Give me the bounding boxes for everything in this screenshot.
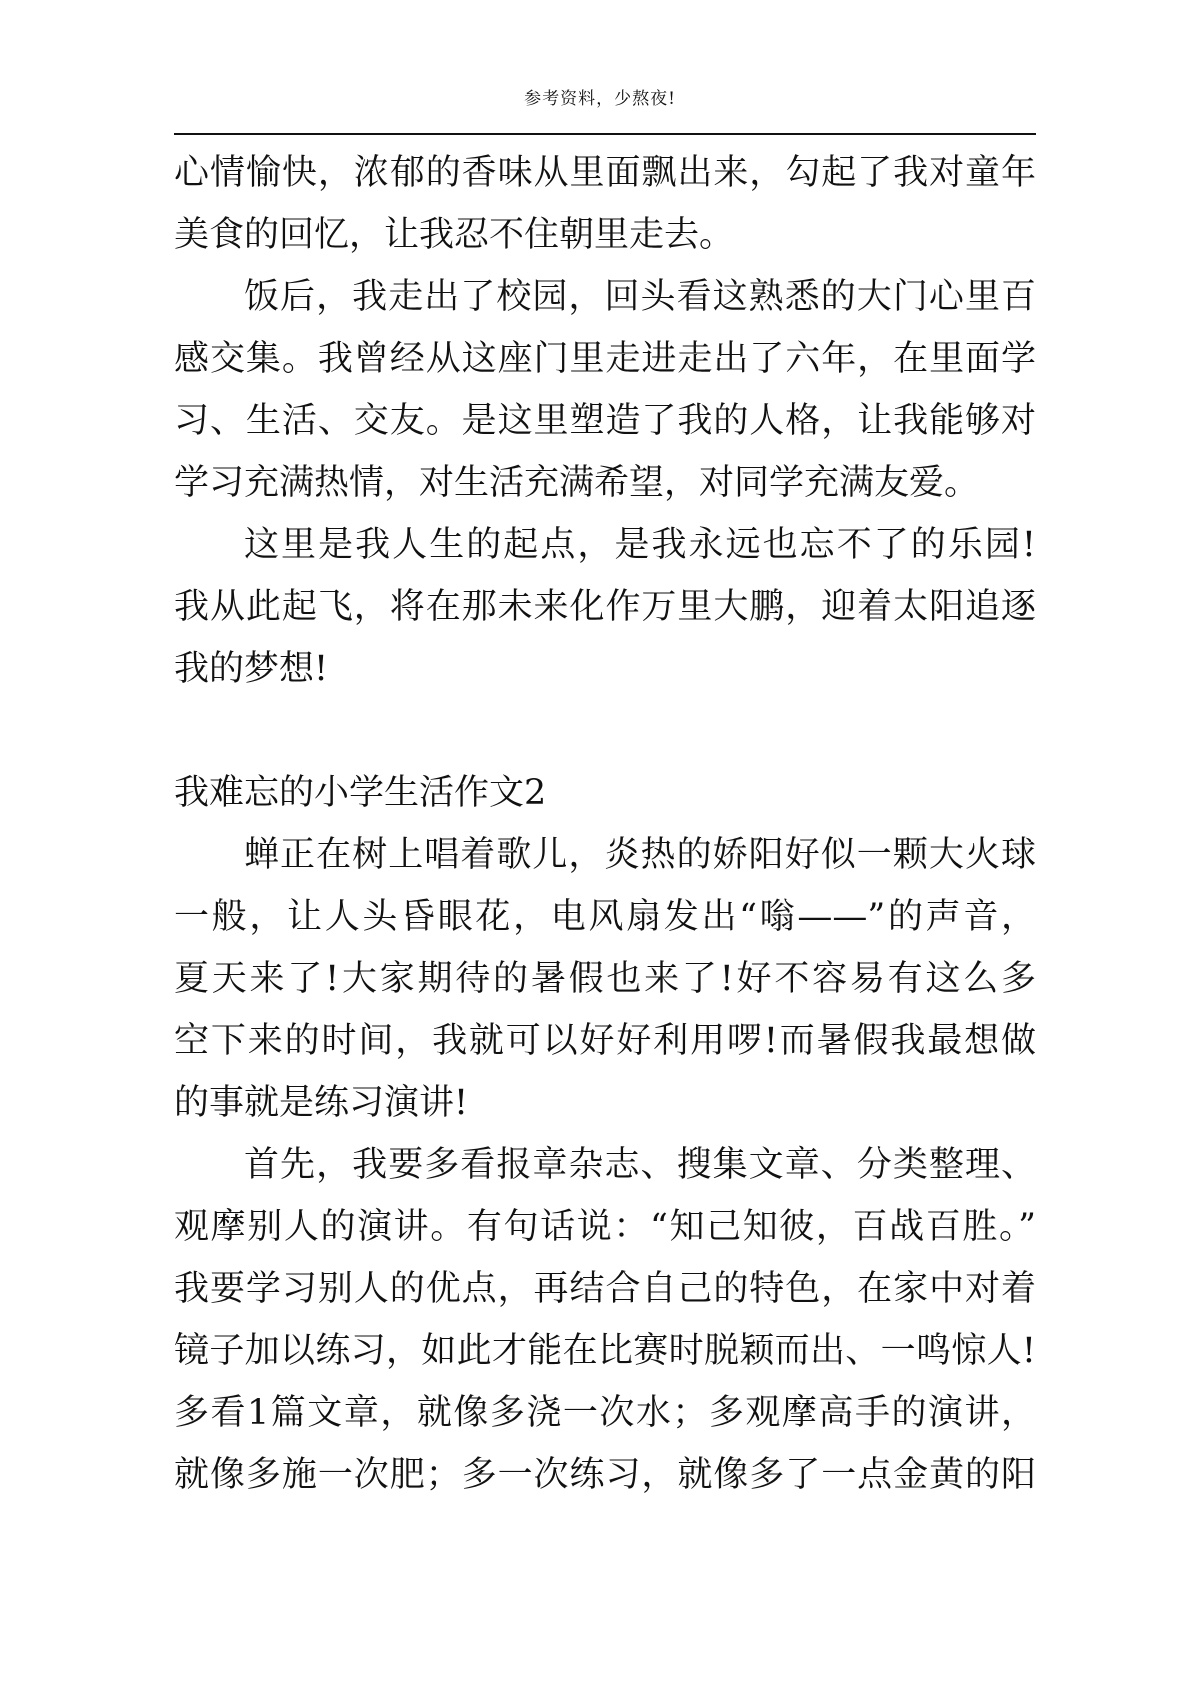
text-line: 我要学习别人的优点，再结合自己的特色，在家中对着 xyxy=(174,1269,1036,1309)
header-divider xyxy=(174,133,1036,135)
text-line: 感交集。我曾经从这座门里走进走出了六年，在里面学 xyxy=(174,339,1036,379)
text-line: 多看1篇文章，就像多浇一次水；多观摩高手的演讲， xyxy=(174,1393,1036,1433)
text-line: 学习充满热情，对生活充满希望，对同学充满友爱。 xyxy=(174,463,980,503)
text-line: 夏天来了!大家期待的暑假也来了!好不容易有这么多 xyxy=(174,959,1036,999)
essay-title: 我难忘的小学生活作文2 xyxy=(174,773,547,813)
text-line: 就像多施一次肥；多一次练习，就像多了一点金黄的阳 xyxy=(174,1455,1036,1495)
paragraph-gap xyxy=(174,700,1036,762)
text-line: 我的梦想! xyxy=(174,649,329,689)
text-line: 观摩别人的演讲。有句话说：“知己知彼，百战百胜。” xyxy=(174,1207,1036,1247)
text-line: 一般，让人头昏眼花，电风扇发出“嗡——”的声音， xyxy=(174,897,1036,937)
text-line: 镜子加以练习，如此才能在比赛时脱颖而出、一鸣惊人! xyxy=(174,1331,1036,1371)
text-line: 饭后，我走出了校园，回头看这熟悉的大门心里百 xyxy=(244,277,1036,317)
text-line: 心情愉快，浓郁的香味从里面飘出来，勾起了我对童年 xyxy=(174,153,1036,193)
text-line: 蝉正在树上唱着歌儿，炎热的娇阳好似一颗大火球 xyxy=(244,835,1036,875)
text-line: 首先，我要多看报章杂志、搜集文章、分类整理、 xyxy=(244,1145,1036,1185)
text-line: 我从此起飞，将在那未来化作万里大鹏，迎着太阳追逐 xyxy=(174,587,1036,627)
text-line: 美食的回忆，让我忍不住朝里走去。 xyxy=(174,215,735,255)
text-line: 习、生活、交友。是这里塑造了我的人格，让我能够对 xyxy=(174,401,1036,441)
document-body xyxy=(174,142,1036,1506)
text-line: 这里是我人生的起点，是我永远也忘不了的乐园! xyxy=(244,525,1036,565)
text-line: 空下来的时间，我就可以好好利用啰!而暑假我最想做 xyxy=(174,1021,1036,1061)
text-line: 的事就是练习演讲! xyxy=(174,1083,469,1123)
page-header: 参考资料，少熬夜! xyxy=(524,89,676,109)
